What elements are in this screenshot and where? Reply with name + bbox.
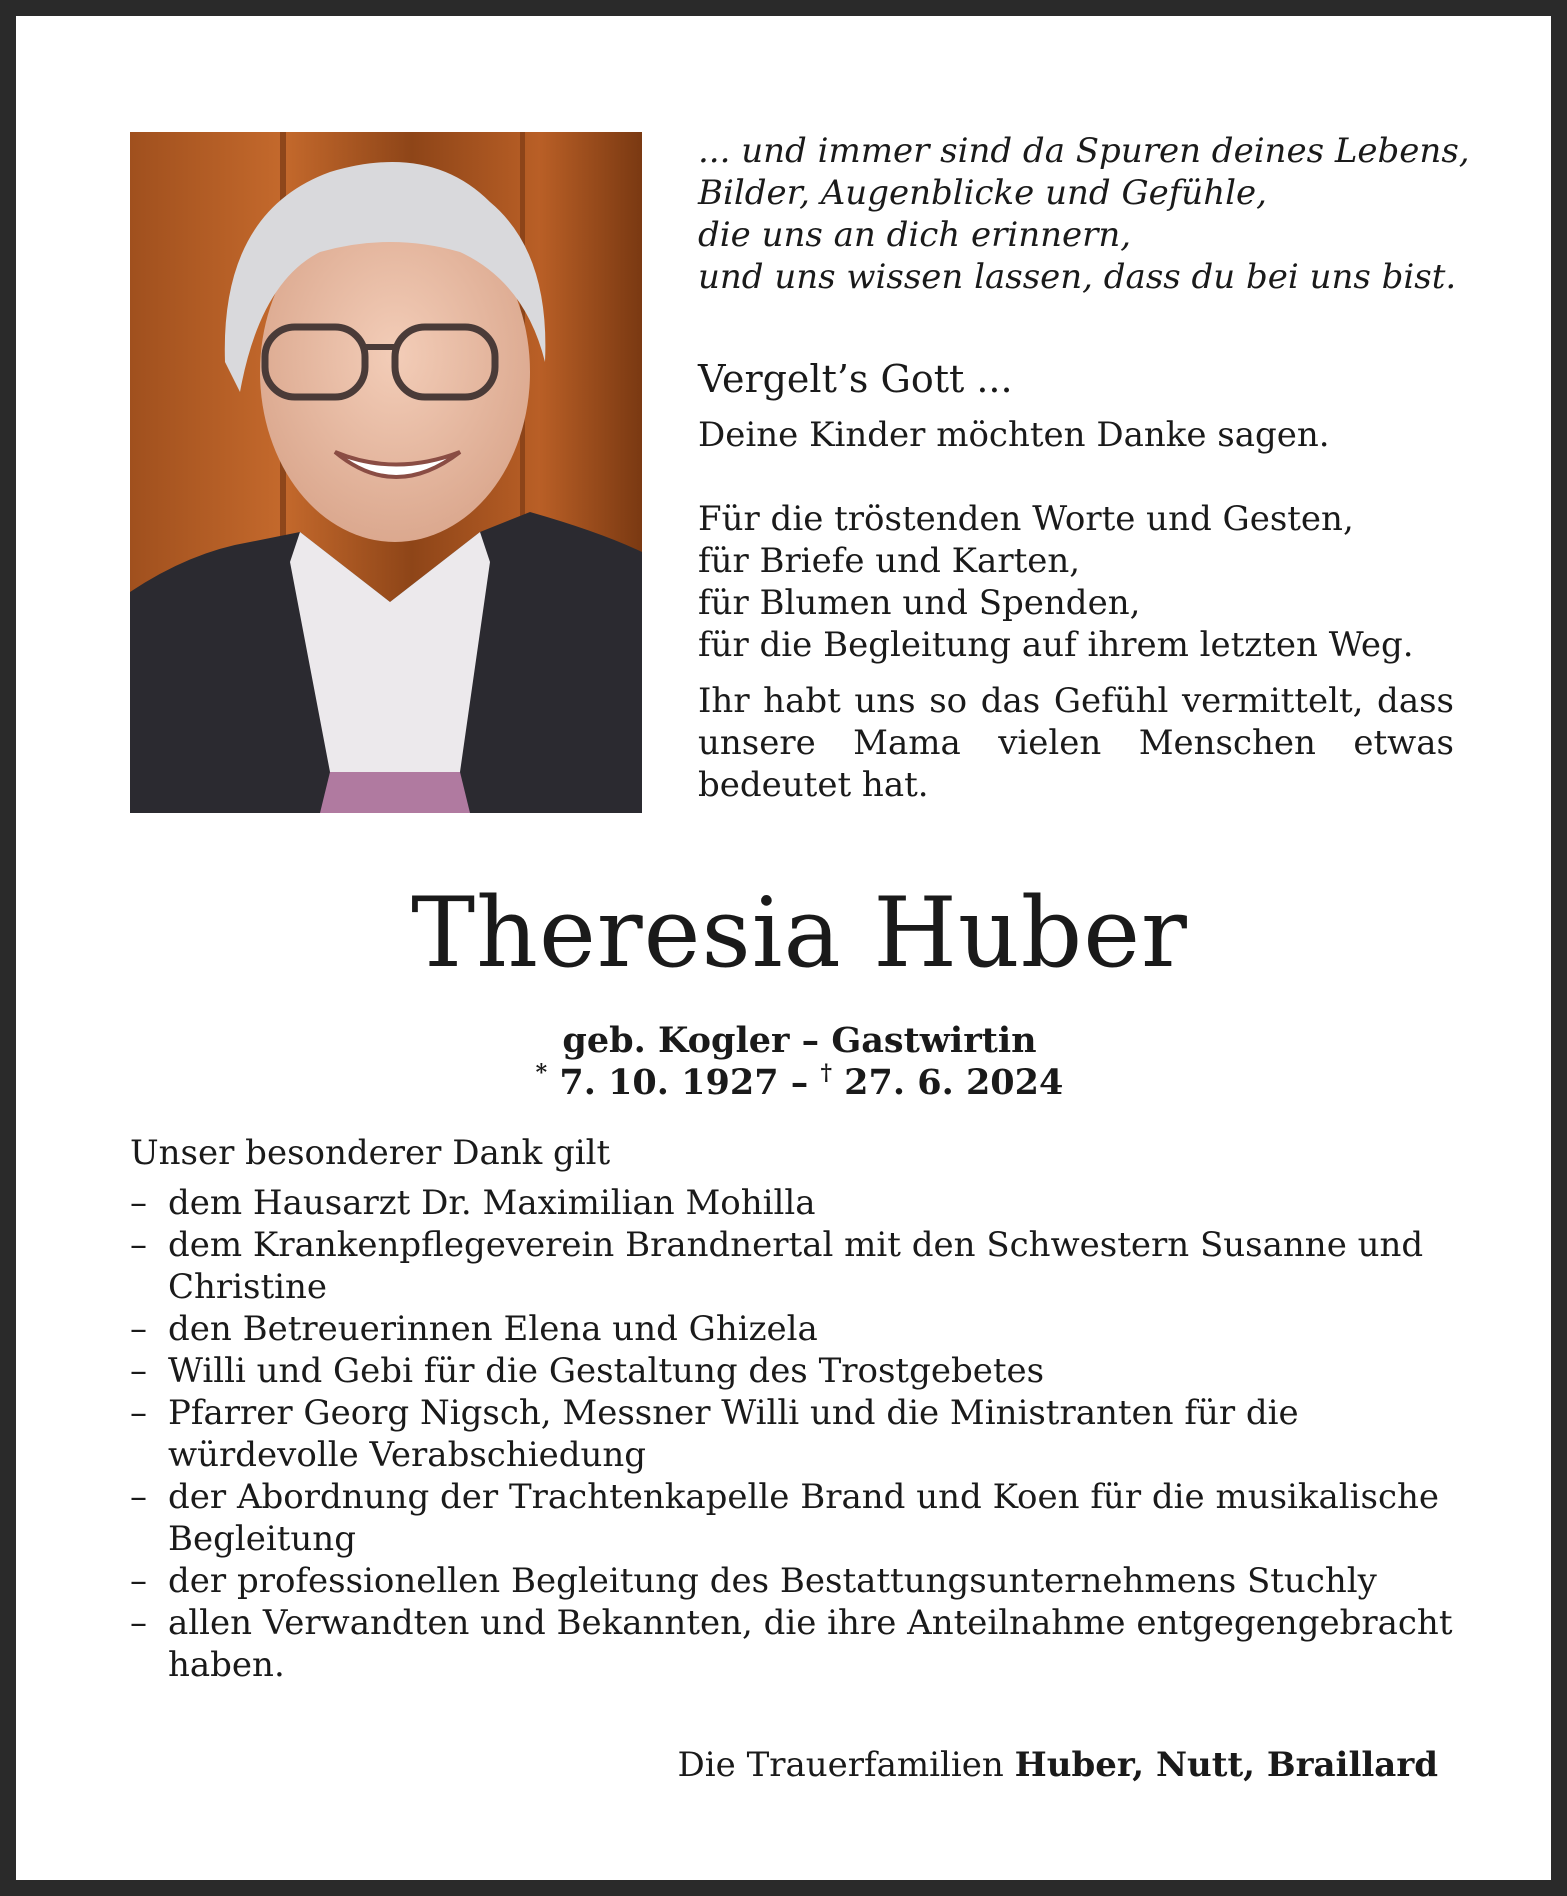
thanks-line: Für die tröstenden Worte und Gesten,	[698, 499, 1354, 539]
list-item-text: allen Verwandten und Bekannten, die ihre Anteilnahme entgegengebracht haben.	[168, 1603, 1453, 1685]
dash: –	[130, 1603, 147, 1643]
life-dates	[16, 1062, 1551, 1104]
signature-families: Huber, Nutt, Braillard	[1014, 1745, 1438, 1785]
signature-prefix: Die Trauerfamilien	[677, 1745, 1004, 1785]
deceased-name: Theresia Huber	[411, 877, 1188, 989]
deceased-details	[16, 1020, 1551, 1104]
list-item-text: der Abordnung der Trachtenkapelle Brand und Koen für die musikalische Begleitung	[168, 1477, 1440, 1559]
portrait-photo	[130, 132, 642, 813]
dash: –	[130, 1183, 147, 1223]
death-date: 27. 6. 2024	[844, 1062, 1064, 1103]
thanks-line: für Briefe und Karten,	[698, 541, 1081, 581]
list-item	[130, 1602, 1454, 1686]
thanks-list	[698, 498, 1454, 666]
list-item	[130, 1392, 1454, 1476]
list-item	[130, 1224, 1454, 1308]
special-thanks-list	[130, 1182, 1454, 1686]
dash: –	[130, 1561, 147, 1601]
list-item-text: den Betreuerinnen Elena und Ghizela	[168, 1309, 818, 1349]
list-item-text: dem Hausarzt Dr. Maximilian Mohilla	[168, 1183, 816, 1223]
list-item-text: dem Krankenpflegeverein Brandnertal mit den Schwestern Susanne und Christine	[168, 1225, 1424, 1307]
obituary-page	[16, 16, 1551, 1880]
date-separator: –	[790, 1062, 809, 1103]
dash: –	[130, 1351, 147, 1391]
thanks-closing: Ihr habt uns so das Gefühl vermittelt, dass unsere Mama vielen Menschen etwas bedeutet hat.	[698, 681, 1454, 805]
thanks-line: für die Begleitung auf ihrem letzten Weg.	[698, 625, 1414, 665]
thanks-section	[698, 356, 1454, 806]
poem-line: die uns an dich erinnern,	[698, 215, 1132, 255]
deceased-subtitle: geb. Kogler – Gastwirtin	[562, 1020, 1037, 1061]
signature	[678, 1744, 1438, 1786]
special-thanks-intro: Unser besonderer Dank gilt	[130, 1133, 611, 1173]
dash: –	[130, 1309, 147, 1349]
thanks-heading: Vergelt’s Gott ...	[698, 357, 1013, 401]
dash: –	[130, 1393, 147, 1433]
list-item	[130, 1182, 1454, 1224]
list-item	[130, 1560, 1454, 1602]
special-thanks	[130, 1132, 1454, 1686]
list-item	[130, 1308, 1454, 1350]
thanks-line: für Blumen und Spenden,	[698, 583, 1141, 623]
poem-line: Bilder, Augenblicke und Gefühle,	[698, 173, 1267, 213]
list-item	[130, 1476, 1454, 1560]
thanks-intro: Deine Kinder möchten Danke sagen.	[698, 415, 1330, 455]
death-symbol: †	[820, 1060, 832, 1086]
dash: –	[130, 1477, 147, 1517]
portrait-image	[130, 132, 642, 813]
poem	[698, 130, 1470, 298]
dash: –	[130, 1225, 147, 1265]
poem-line: und uns wissen lassen, dass du bei uns bist.	[698, 257, 1457, 297]
list-item-text: der professionellen Begleitung des Bestattungsunternehmens Stuchly	[168, 1561, 1377, 1601]
list-item	[130, 1350, 1454, 1392]
birth-date: 7. 10. 1927	[559, 1062, 779, 1103]
list-item-text: Willi und Gebi für die Gestaltung des Trostgebetes	[168, 1351, 1045, 1391]
list-item-text: Pfarrer Georg Nigsch, Messner Willi und die Ministranten für die würdevolle Verabschiedung	[168, 1393, 1299, 1475]
birth-symbol: *	[535, 1060, 548, 1086]
poem-line: ... und immer sind da Spuren deines Lebens,	[698, 131, 1470, 171]
